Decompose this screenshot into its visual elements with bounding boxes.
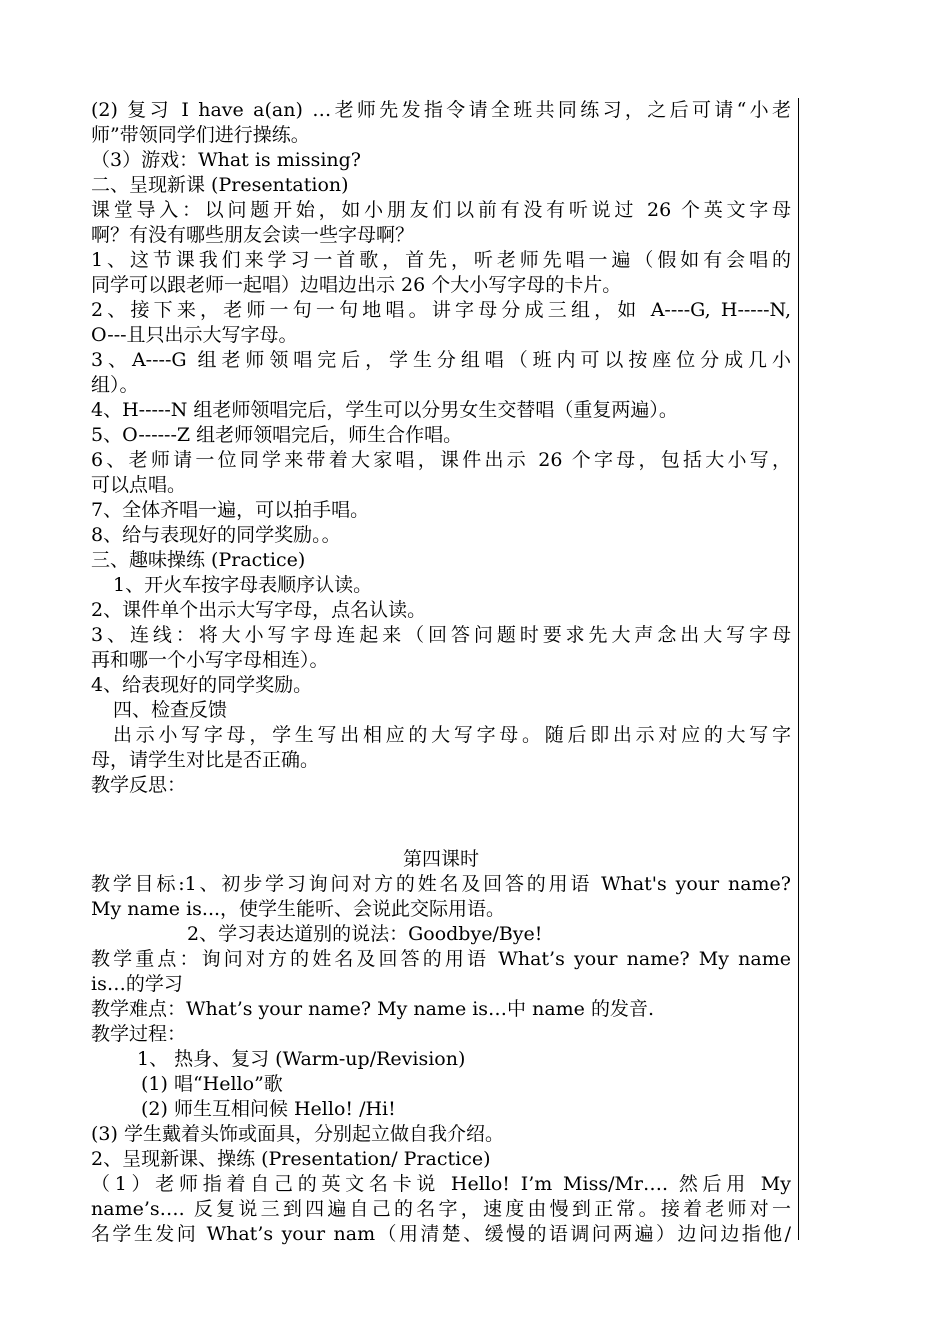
text-line: 5、O------Z 组老师领唱完后，师生合作唱。 <box>91 424 463 446</box>
text-line: （3）游戏：What is missing? <box>91 149 361 171</box>
text-line: 课堂导入：以问题开始，如小朋友们以前有没有听说过 26 个英文字母 <box>91 199 791 221</box>
text-line: O---且只出示大写字母。 <box>91 324 298 346</box>
text-line: 组）。 <box>91 374 139 396</box>
text-line: 教学难点：What’s your name? My name is…中 name 的发音. <box>91 998 655 1020</box>
text-line: 2、课件单个出示大写字母，点名认读。 <box>91 599 427 621</box>
text-line: 教学反思： <box>91 774 187 796</box>
text-line: 师”带领同学们进行操练。 <box>91 124 310 146</box>
text-line: 教学目标:1、初步学习询问对方的姓名及回答的用语 What's your name? <box>91 873 791 895</box>
text-line: （1）老师指着自己的英文名卡说 Hello! I’m Miss/Mr…. 然后用 My <box>91 1173 791 1195</box>
text-line: (2) 师生互相问候 Hello! /Hi! <box>141 1098 396 1120</box>
section-heading: 二、呈现新课 (Presentation) <box>91 174 349 196</box>
text-line: 名学生发问 What’s your nam（用清楚、缓慢的语调问两遍）边问边指他/ <box>91 1223 791 1245</box>
text-line: 啊？有没有哪些朋友会读一些字母啊？ <box>91 224 415 246</box>
section-heading: 三、趣味操练 (Practice) <box>91 549 306 571</box>
text-line: (3) 学生戴着头饰或面具，分别起立做自我介绍。 <box>91 1123 504 1145</box>
page-border-right <box>798 98 799 1240</box>
text-line: is…的学习 <box>91 973 183 995</box>
text-line: 4、给表现好的同学奖励。 <box>91 674 313 696</box>
lesson-title: 第四课时 <box>402 848 479 870</box>
text-line: 3、连线：将大小写字母连起来（回答问题时要求先大声念出大写字母 <box>91 624 791 646</box>
text-line: 1、开火车按字母表顺序认读。 <box>113 574 373 596</box>
text-line: 4、H-----N 组老师领唱完后，学生可以分男女生交替唱（重复两遍）。 <box>91 399 678 421</box>
text-line: 教学重点：询问对方的姓名及回答的用语 What’s your name? My name <box>91 948 791 970</box>
text-line: 可以点唱。 <box>91 474 187 496</box>
text-line: 同学可以跟老师一起唱）边唱边出示 26 个大小写字母的卡片。 <box>91 274 622 296</box>
text-line: 母，请学生对比是否正确。 <box>91 749 320 771</box>
text-line: (2) 复习 I have a(an) …老师先发指令请全班共同练习，之后可请“小老 <box>91 99 791 121</box>
text-line: 8、给与表现好的同学奖励。。 <box>91 524 341 546</box>
text-line: 再和哪一个小写字母相连）。 <box>91 649 329 671</box>
text-line: 2、学习表达道别的说法：Goodbye/Bye! <box>187 923 543 945</box>
section-heading: 四、检查反馈 <box>113 699 228 721</box>
text-line: name’s…. 反复说三到四遍自己的名字，速度由慢到正常。接着老师对一 <box>91 1198 791 1220</box>
text-line: (1) 唱“Hello”歌 <box>141 1073 283 1095</box>
text-line: 出示小写字母，学生写出相应的大写字母。随后即出示对应的大写字 <box>113 724 791 746</box>
text-line: 3、A----G 组老师领唱完后，学生分组唱（班内可以按座位分成几小 <box>91 349 791 371</box>
text-line: 6、老师请一位同学来带着大家唱，课件出示 26 个字母，包括大小写， <box>91 449 791 471</box>
text-line: 1、 热身、复习 (Warm-up/Revision) <box>137 1048 466 1070</box>
text-line: My name is...，使学生能听、会说此交际用语。 <box>91 898 506 920</box>
text-line: 2、呈现新课、操练 (Presentation/ Practice) <box>91 1148 491 1170</box>
text-line: 1、这节课我们来学习一首歌，首先，听老师先唱一遍（假如有会唱的 <box>91 249 791 271</box>
text-line: 教学过程： <box>91 1023 187 1045</box>
text-line: 7、全体齐唱一遍，可以拍手唱。 <box>91 499 370 521</box>
text-line: 2、接下来，老师一句一句地唱。讲字母分成三组，如 A----G, H-----N, <box>91 299 791 321</box>
